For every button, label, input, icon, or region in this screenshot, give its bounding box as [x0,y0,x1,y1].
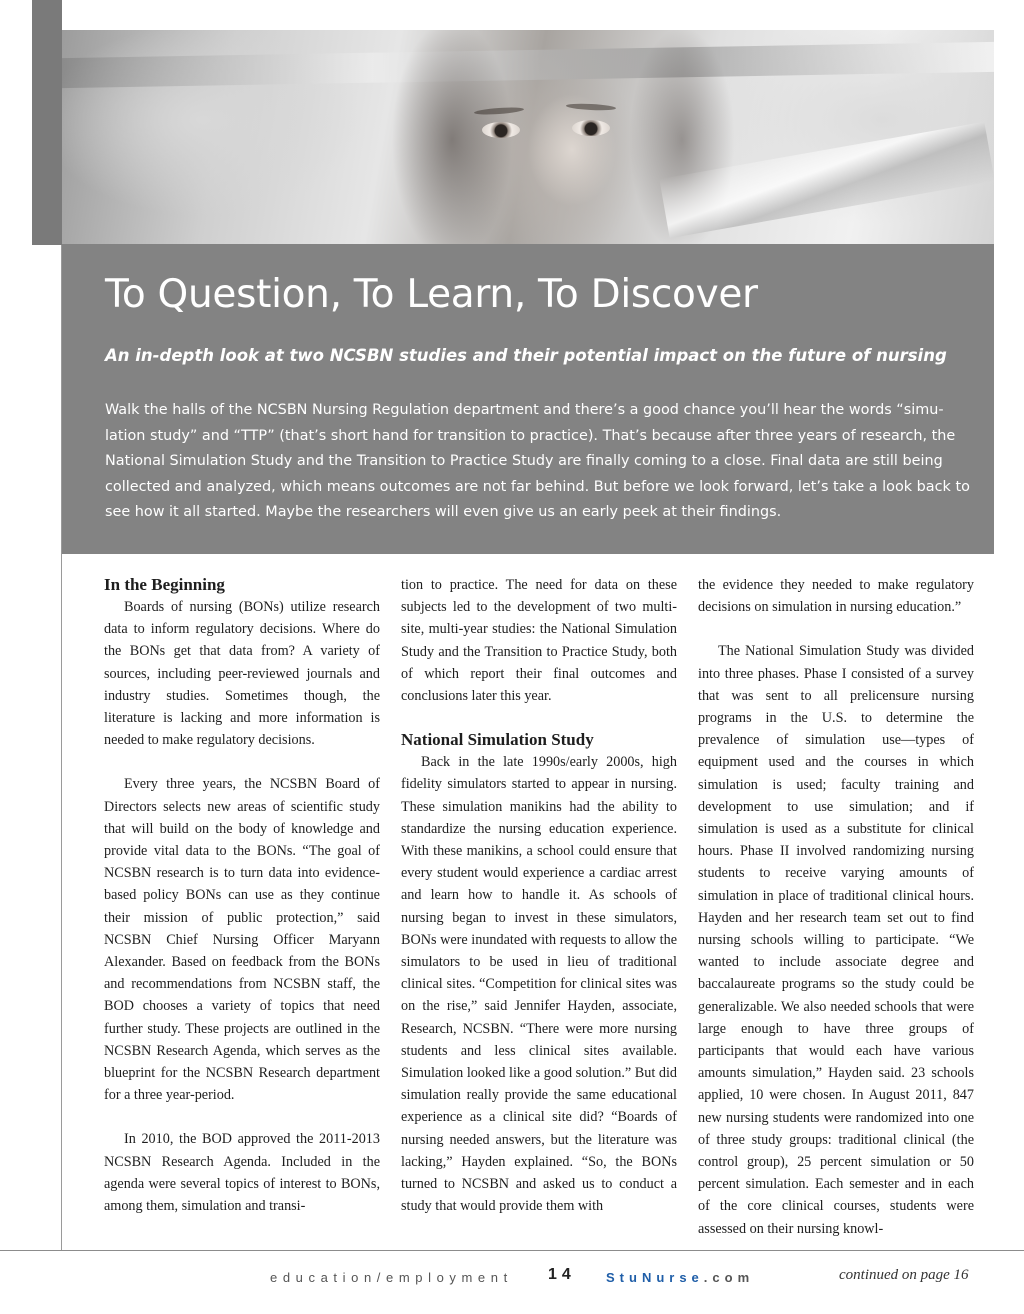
title-block [62,244,994,554]
paragraph: tion to practice. The need for data on these subjects led to the development of two multi-site, multi-year studies: the National Simulation Study and the Transition to Practice Study, both of which report their final outcomes and conclusions later this year. [401,577,677,705]
photo-glass-band [62,42,994,88]
brand-domain: .com [703,1270,755,1285]
continued-note: continued on page 16 [839,1267,969,1283]
column-2 [401,574,677,1217]
footer-brand [606,1270,754,1300]
hero-photo [62,30,994,244]
accent-bar [32,0,62,245]
section-heading-simulation: National Simulation Study [401,730,594,750]
paragraph: In 2010, the BOD approved the 2011-2013 NCSBN Research Agenda. Included in the agenda were several topics of interest to BONs, among them, simulation and transi- [104,1131,380,1215]
photo-eye-right [572,120,610,136]
paragraph: Back in the late 1990s/early 2000s, high fidelity simulators started to appear in nursing. These simulation manikins had the ability to standardize the nursing education experience. With these manikins, a school could ensure that every student would experience a cardiac arrest and learn how to handle it. As schools of nursing began to invest in these simulators, BONs were inundated with requests to allow the simulators to be used in lieu of traditional clinical sites. “Competition for clinical sites was on the rise,” said Jennifer Hayden, associate, Research, NCSBN. “There were more nursing students and less clinical sites available. Simulation looked like a good solution.” But did simulation really provide the same educational experience as a clinical site did? “Boards of nursing needed answers, but the literature was lacking,” Hayden explained. “So, the BONs turned to NCSBN and asked us to conduct a study that would provide them with [401,754,677,1215]
paragraph: The National Simulation Study was divided into three phases. Phase I consisted of a survey that was sent to all prelicensure nursing programs in the U.S. to determine the prevalence of simulation use—types of equipment used and the courses in which simulation is used; faculty training and development to use simulation; and if simulation is used as a substitute for clinical hours. Phase II involved randomizing nursing students to receive varying amounts of simulation in place of traditional clinical hours. Hayden and her research team set out to find nursing schools willing to participate. “We wanted to include associate degree and baccalaureate programs so the study could be generalizable. We also needed schools that were large enough to have three groups of participants that would each have various amounts simulation,” Hayden said. 23 schools applied, 10 were chosen. In August 2011, 847 new nursing students were randomized into one of three study groups: traditional clinical (the control group), 25 percent simulation or 50 percent simulation. Each semester and in each of the core clinical courses, students were assessed on their nursing knowl- [698,643,974,1237]
paragraph: the evidence they needed to make regulatory decisions on simulation in nursing education.” [698,577,974,616]
article-intro: Walk the halls of the NCSBN Nursing Regulation department and there’s a good chance you’ll hear the words “simu-lation study” and “TTP” (that’s short hand for transition to practice). That’s because after three years of research, the National Simulation Study and the Transition to Practice Study are finally coming to a close. Final data are still being collected and analyzed, which means outcomes are not far behind. But before we look forward, let’s take a look back to see how it all started. Maybe the researchers will even give us an early peek at their findings. [105,402,970,520]
paragraph: Every three years, the NCSBN Board of Directors selects new areas of scientific study that will build on the body of knowledge and provide vital data to the BONs. “The goal of NCSBN research is to turn data into evidence-based policy BONs can use as they continue their mission of public protection,” said NCSBN Chief Nursing Officer Maryann Alexander. Based on feedback from the BONs and recommendations from NCSBN staff, the BOD chooses a variety of topics that need further study. These projects are outlined in the NCSBN Research Agenda, which serves as the blueprint for the NCSBN Research department for a three year-period. [104,776,380,1104]
footer-section-label: education/employment [270,1270,513,1285]
brand-name: StuNurse [606,1270,704,1285]
paragraph: Boards of nursing (BONs) utilize research data to inform regulatory decisions. Where do the BONs get that data from? A variety of sources, including peer-reviewed journals and industry studies. Sometimes though, the literature is lacking and more information is needed to make regulatory decisions. [104,599,380,749]
photo-eye-left [482,122,520,138]
footer-rule [0,1250,1024,1251]
section-heading-beginning: In the Beginning [104,575,225,594]
article-title: To Question, To Learn, To Discover [105,272,758,317]
page-number: 14 [548,1266,576,1283]
photo-brow-right [566,103,616,112]
column-1 [104,574,380,1217]
article-subtitle: An in-depth look at two NCSBN studies and their potential impact on the future of nursing [105,346,947,365]
column-3 [698,574,974,1240]
